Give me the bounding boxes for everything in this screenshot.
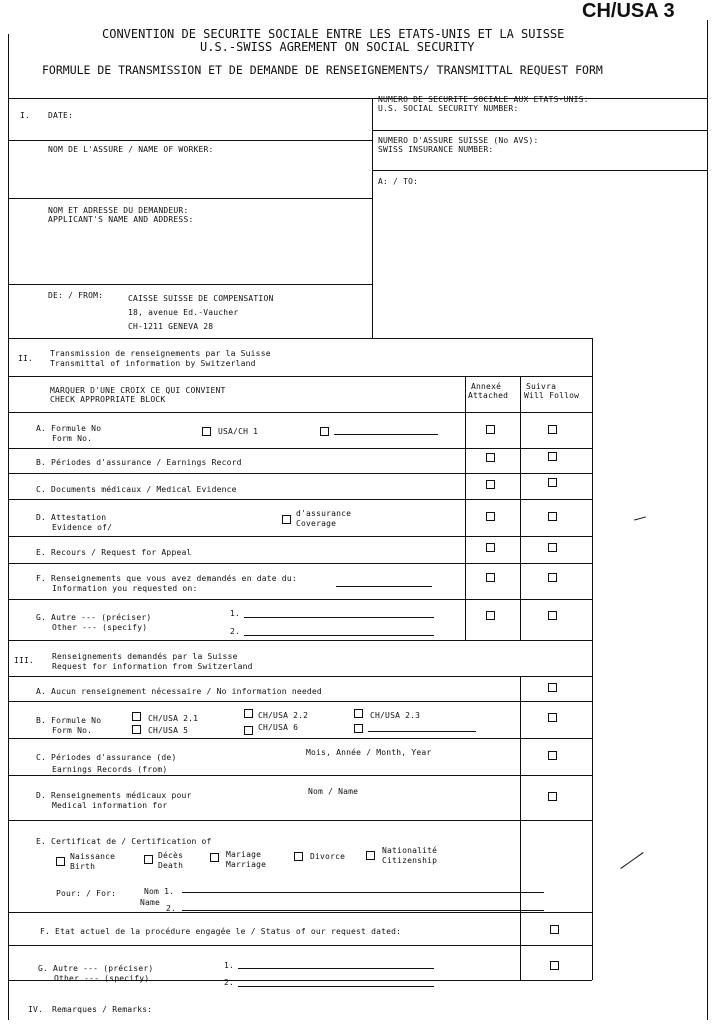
s2-rowD-follow-checkbox[interactable] xyxy=(548,512,557,521)
col-divider xyxy=(465,376,466,640)
s2-rowC-follow-checkbox[interactable] xyxy=(548,478,557,487)
form-title: FORMULE DE TRANSMISSION ET DE DEMANDE DE RENSEIGNEMENTS/ TRANSMITTAL REQUEST FORM xyxy=(42,63,603,77)
rule xyxy=(8,338,592,339)
header-line1: CONVENTION DE SECURITE SOCIALE ENTRE LES ETATS-UNIS ET LA SUISSE xyxy=(102,27,565,41)
scan-mark xyxy=(634,516,646,520)
col-attached-header: Annexé xyxy=(471,382,502,391)
s2-rowG-field1[interactable] xyxy=(244,617,434,618)
s3-rowC-label-en: Earnings Records (from) xyxy=(52,765,168,774)
s3-rowE-birth-checkbox[interactable] xyxy=(56,857,65,866)
from-line2: 18, avenue Ed.-Vaucher xyxy=(128,308,239,317)
form-id: CH/USA 3 xyxy=(582,0,675,22)
rule xyxy=(8,98,708,99)
applicant-field[interactable] xyxy=(12,228,368,282)
from-line3: CH-1211 GENEVA 28 xyxy=(128,322,214,331)
s2-rowD-label: D. Attestation xyxy=(36,513,107,522)
us-ssn-field[interactable] xyxy=(378,115,703,128)
rule xyxy=(8,536,592,537)
rule xyxy=(8,448,592,449)
rule xyxy=(8,738,592,739)
swiss-no-field[interactable] xyxy=(378,156,703,168)
date-label: DATE: xyxy=(48,111,74,120)
s2-rowG-attached-checkbox[interactable] xyxy=(486,611,495,620)
to-label: A: / TO: xyxy=(378,177,419,186)
section2-instruction-en: CHECK APPROPRIATE BLOCK xyxy=(50,395,166,404)
s2-rowF-label-en: Information you requested on: xyxy=(52,584,198,593)
s3-rowE-citizenship-label: Nationalité xyxy=(382,846,438,855)
s2-rowF-attached-checkbox[interactable] xyxy=(486,573,495,582)
s2-rowC-label: C. Documents médicaux / Medical Evidence xyxy=(36,485,237,494)
s3-rowB-label: B. Formule No xyxy=(36,716,102,725)
s2-rowD-coverage-label-en: Coverage xyxy=(296,519,337,528)
s2-rowD-attached-checkbox[interactable] xyxy=(486,512,495,521)
s2-rowE-attached-checkbox[interactable] xyxy=(486,543,495,552)
s3-rowE-divorce-label: Divorce xyxy=(310,852,346,861)
worker-name-label: NOM DE L'ASSURE / NAME OF WORKER: xyxy=(48,145,214,154)
s3-rowB-chusa21-label: CH/USA 2.1 xyxy=(148,714,199,723)
s3-rowG-label-en: Other --- (specify) xyxy=(54,974,150,983)
section4-roman: IV. xyxy=(28,1005,44,1014)
s3-rowA-checkbox[interactable] xyxy=(548,683,557,692)
s3-rowE-marriage-label-en: Marriage xyxy=(226,860,267,869)
s3-rowC-label: C. Périodes d'assurance (de) xyxy=(36,753,177,762)
right-border xyxy=(707,20,708,1020)
s2-rowA-label-en: Form No. xyxy=(52,434,93,443)
s3-rowE-label: E. Certificat de / Certification of xyxy=(36,837,212,846)
s3-rowG-field2[interactable] xyxy=(238,986,434,987)
s3-rowE-name2-field[interactable] xyxy=(182,910,544,911)
s3-rowE-divorce-checkbox[interactable] xyxy=(294,852,303,861)
col-follow-header: Suivra xyxy=(526,382,557,391)
section1-roman: I. xyxy=(20,111,31,120)
s3-rowB-other-checkbox[interactable] xyxy=(354,724,363,733)
s2-rowC-attached-checkbox[interactable] xyxy=(486,480,495,489)
rule xyxy=(8,499,592,500)
rule xyxy=(8,775,592,776)
s3-rowB-chusa6-label: CH/USA 6 xyxy=(258,723,299,732)
scan-mark xyxy=(620,852,644,869)
s3-rowG-label: G. Autre --- (préciser) xyxy=(38,964,154,973)
header-line2: U.S.-SWISS AGREMENT ON SOCIAL SECURITY xyxy=(200,40,475,54)
s2-rowG-follow-checkbox[interactable] xyxy=(548,611,557,620)
rule xyxy=(8,640,592,641)
s2-rowA-label: A. Formule No xyxy=(36,424,102,433)
section3-roman: III. xyxy=(14,656,35,665)
s2-rowD-coverage-checkbox[interactable] xyxy=(282,515,291,524)
s3-rowD-name: Nom / Name xyxy=(308,787,359,796)
s3-rowE-citizenship-label-en: Citizenship xyxy=(382,856,438,865)
swiss-no-label: NUMERO D'ASSURE SUISSE (No AVS): xyxy=(378,136,539,145)
s3-rowE-name1-label: Nom 1. xyxy=(144,887,175,896)
rule xyxy=(372,170,707,171)
s2-rowA-usa-ch1-checkbox[interactable] xyxy=(202,427,211,436)
s3-rowG-field1[interactable] xyxy=(238,968,434,969)
s2-rowA-follow-checkbox[interactable] xyxy=(548,425,557,434)
s3-rowC-month-year: Mois, Année / Month, Year xyxy=(306,748,432,757)
s2-rowG-label-en: Other --- (specify) xyxy=(52,623,148,632)
s3-rowB-chusa22-checkbox[interactable] xyxy=(244,709,253,718)
s3-rowG-checkbox[interactable] xyxy=(550,961,559,970)
rule xyxy=(8,820,592,821)
s2-rowF-follow-checkbox[interactable] xyxy=(548,573,557,582)
s3-rowB-other-field[interactable] xyxy=(368,731,476,732)
section2-instruction: MARQUER D'UNE CROIX CE QUI CONVIENT xyxy=(50,386,226,395)
s3-rowB-chusa21-checkbox[interactable] xyxy=(132,712,141,721)
s3-rowC-checkbox[interactable] xyxy=(548,751,557,760)
s3-rowD-checkbox[interactable] xyxy=(548,792,557,801)
s3-rowE-death-checkbox[interactable] xyxy=(144,855,153,864)
s2-rowE-follow-checkbox[interactable] xyxy=(548,543,557,552)
col-attached-header-en: Attached xyxy=(468,391,509,400)
s2-rowF-label: F. Renseignements que vous avez demandés en date du: xyxy=(36,574,297,583)
s2-rowG-n2: 2. xyxy=(230,627,241,636)
s3-rowG-n1: 1. xyxy=(224,961,235,970)
s3-rowE-marriage-checkbox[interactable] xyxy=(210,853,219,862)
col-divider xyxy=(520,676,521,980)
s3-rowB-label-en: Form No. xyxy=(52,726,93,735)
rule xyxy=(8,284,372,285)
us-ssn-label-en: U.S. SOCIAL SECURITY NUMBER: xyxy=(378,104,519,113)
s3-rowF-label: F. Etat actuel de la procédure engagée le / Status of our request dated: xyxy=(40,927,402,936)
rule xyxy=(372,130,707,131)
to-field[interactable] xyxy=(378,190,703,330)
s3-rowE-for-label: Pour: / For: xyxy=(56,889,117,898)
s3-rowE-death-label-en: Death xyxy=(158,861,184,870)
rule xyxy=(8,599,592,600)
s3-rowB-chusa5-checkbox[interactable] xyxy=(132,725,141,734)
s3-rowB-chusa22-label: CH/USA 2.2 xyxy=(258,711,309,720)
rule xyxy=(8,473,592,474)
applicant-label-en: APPLICANT'S NAME AND ADDRESS: xyxy=(48,215,194,224)
s2-rowB-follow-checkbox[interactable] xyxy=(548,452,557,461)
section2-title: Transmission de renseignements par la Suisse xyxy=(50,349,271,358)
s3-rowE-name-label-en: Name xyxy=(140,898,161,907)
section3-right-border xyxy=(592,640,593,980)
s2-rowB-label: B. Périodes d'assurance / Earnings Record xyxy=(36,458,242,467)
rule xyxy=(8,376,592,377)
section3-title-en: Request for information from Switzerland xyxy=(52,662,253,671)
s3-rowE-name1-field[interactable] xyxy=(182,892,544,893)
swiss-no-label-en: SWISS INSURANCE NUMBER: xyxy=(378,145,494,154)
section3-title: Renseignements demandés par la Suisse xyxy=(52,652,238,661)
date-field[interactable] xyxy=(80,104,368,136)
rule xyxy=(8,912,592,913)
s3-rowD-label: D. Renseignements médicaux pour xyxy=(36,791,192,800)
s2-rowA-other-checkbox[interactable] xyxy=(320,427,329,436)
s2-rowG-field2[interactable] xyxy=(244,635,434,636)
s3-rowB-chusa5-label: CH/USA 5 xyxy=(148,726,189,735)
s2-rowG-n1: 1. xyxy=(230,609,241,618)
s3-rowE-birth-label-en: Birth xyxy=(70,862,96,871)
section1-divider xyxy=(372,98,373,338)
s3-rowE-marriage-label: Mariage xyxy=(226,850,262,859)
section2-title-en: Transmittal of information by Switzerland xyxy=(50,359,256,368)
col-divider xyxy=(520,376,521,640)
col-follow-header-en: Will Follow xyxy=(524,391,580,400)
s2-rowE-label: E. Recours / Request for Appeal xyxy=(36,548,192,557)
s3-rowB-chusa23-checkbox[interactable] xyxy=(354,709,363,718)
s3-rowG-n2: 2. xyxy=(224,978,235,987)
rule xyxy=(8,563,592,564)
remarks-label: Remarques / Remarks: xyxy=(52,1005,153,1014)
s2-rowD-coverage-label: d'assurance xyxy=(296,509,352,518)
s3-rowF-checkbox[interactable] xyxy=(550,925,559,934)
s3-rowB-chusa23-label: CH/USA 2.3 xyxy=(370,711,421,720)
s3-rowE-death-label: Décès xyxy=(158,851,184,860)
left-border xyxy=(8,34,9,1020)
s2-rowB-attached-checkbox[interactable] xyxy=(486,453,495,462)
form-id-badge xyxy=(582,0,675,22)
section2-roman: II. xyxy=(18,354,34,363)
from-line1: CAISSE SUISSE DE COMPENSATION xyxy=(128,294,274,303)
rule xyxy=(8,140,372,141)
s2-rowA-attached-checkbox[interactable] xyxy=(486,425,495,434)
worker-name-field[interactable] xyxy=(12,158,368,196)
s3-rowA-label: A. Aucun renseignement nécessaire / No information needed xyxy=(36,687,322,696)
rule xyxy=(8,701,592,702)
s3-rowE-citizenship-checkbox[interactable] xyxy=(366,851,375,860)
rule xyxy=(8,945,592,946)
s3-rowB-chusa6-checkbox[interactable] xyxy=(244,726,253,735)
s2-rowA-other-field[interactable] xyxy=(334,434,438,435)
s3-rowD-label-en: Medical information for xyxy=(52,801,168,810)
applicant-label: NOM ET ADRESSE DU DEMANDEUR: xyxy=(48,206,189,215)
s2-rowG-label: G. Autre --- (préciser) xyxy=(36,613,152,622)
section2-right-border xyxy=(592,338,593,640)
from-label: DE: / FROM: xyxy=(48,291,104,300)
s2-rowA-usa-ch1-label: USA/CH 1 xyxy=(218,427,259,436)
us-ssn-label: NUMERO DE SECURITE SOCIALE AUX ETATS-UNIS: xyxy=(378,95,589,104)
rule xyxy=(8,198,372,199)
s2-rowF-date-field[interactable] xyxy=(336,586,432,587)
rule xyxy=(8,676,592,677)
s3-rowB-checkbox[interactable] xyxy=(548,713,557,722)
s3-rowE-name2-label: 2. xyxy=(166,904,177,913)
rule xyxy=(8,412,592,413)
remarks-field[interactable] xyxy=(170,1000,700,1022)
s3-rowE-birth-label: Naissance xyxy=(70,852,116,861)
s2-rowD-label-en: Evidence of/ xyxy=(52,523,113,532)
